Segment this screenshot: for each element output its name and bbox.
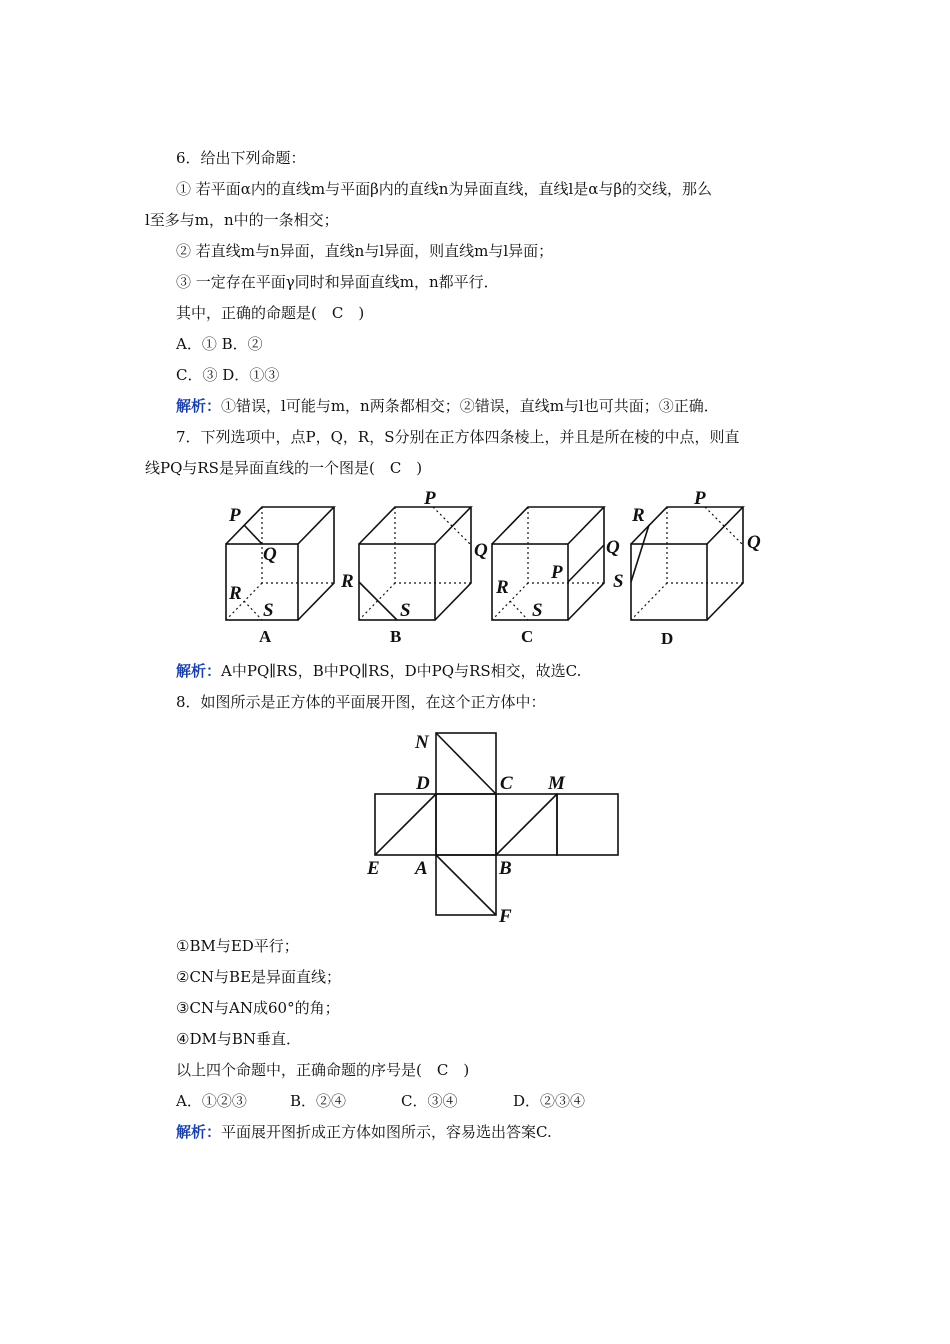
q8-option-d: D．②③④ (513, 1092, 586, 1110)
q8-statement-2: ②CN与BE是异面直线； (176, 968, 342, 986)
q8-statement-1: ①BM与ED平行； (176, 937, 299, 955)
caption-b: B (390, 627, 402, 646)
net-label-n: N (415, 732, 429, 753)
q6-proposition-1: ① 若平面α内的直线m与平面β内的直线n为异面直线，直线l是α与β的交线，那么 (176, 180, 713, 198)
label-p: P (424, 488, 436, 509)
label-q: Q (474, 540, 488, 561)
label-q: Q (263, 544, 277, 565)
q8-analysis-text: 平面展开图折成正方体如图所示，容易选出答案C. (221, 1123, 552, 1141)
label-q: Q (747, 532, 761, 553)
label-r: R (496, 577, 509, 598)
q7-stem-cont: 线PQ与RS是异面直线的一个图是( C ) (145, 459, 423, 477)
caption-c: C (521, 627, 534, 646)
q6-question: 其中，正确的命题是( C ) (176, 304, 365, 322)
cube-figure-b (340, 488, 488, 646)
q6-options-cd: C．③ D．①③ (176, 366, 280, 384)
cube-figure-d (613, 488, 761, 648)
label-p: P (551, 562, 563, 583)
q6-options-ab: A．① B．② (176, 335, 263, 353)
q8-option-b: B．②④ (290, 1092, 347, 1110)
q8-analysis (176, 1122, 552, 1142)
label-s: S (613, 571, 624, 592)
net-label-f: F (499, 906, 512, 927)
q8-statement-4: ④DM与BN垂直． (176, 1030, 301, 1048)
label-q: Q (606, 537, 620, 558)
q8-statement-3: ③CN与AN成60°的角； (176, 999, 340, 1017)
analysis-label: 解析： (176, 1123, 222, 1141)
analysis-label: 解析： (176, 397, 222, 415)
net-label-d: D (416, 773, 430, 794)
q8-option-c: C．③④ (401, 1092, 458, 1110)
label-r: R (632, 505, 645, 526)
cube-figure-a (226, 505, 334, 646)
q7-stem: 7．下列选项中，点P，Q，R，S分别在正方体四条棱上，并且是所在棱的中点，则直 (176, 428, 740, 446)
label-r: R (229, 583, 242, 604)
q8-option-a: A．①②③ (176, 1092, 247, 1110)
net-label-a: A (415, 858, 428, 879)
label-s: S (532, 600, 543, 621)
q6-proposition-3: ③ 一定存在平面γ同时和异面直线m，n都平行． (176, 273, 499, 291)
q7-analysis-text: A中PQ∥RS，B中PQ∥RS，D中PQ与RS相交，故选C. (221, 662, 582, 680)
net-label-e: E (367, 858, 380, 879)
q6-proposition-1-cont: l至多与m，n中的一条相交； (145, 211, 339, 229)
cube-figure-c (492, 507, 620, 646)
label-s: S (400, 600, 411, 621)
q6-stem: 6．给出下列命题： (176, 149, 306, 167)
net-label-m: M (548, 773, 565, 794)
label-r: R (341, 571, 354, 592)
q8-question: 以上四个命题中，正确命题的序号是( C ) (176, 1061, 470, 1079)
label-p: P (694, 488, 706, 509)
label-s: S (263, 600, 274, 621)
caption-a: A (259, 627, 272, 646)
caption-d: D (661, 629, 674, 648)
q8-stem: 8．如图所示是正方体的平面展开图，在这个正方体中： (176, 693, 546, 711)
q6-analysis-text: ①错误，l可能与m，n两条都相交；②错误，直线m与l也可共面；③正确． (221, 397, 719, 415)
q6-proposition-2: ② 若直线m与n异面，直线n与l异面，则直线m与l异面； (176, 242, 554, 260)
q7-analysis (176, 661, 581, 681)
cube-net-figure (366, 732, 618, 927)
analysis-label: 解析： (176, 662, 222, 680)
net-label-b: B (499, 858, 512, 879)
net-label-c: C (500, 773, 513, 794)
label-p: P (229, 505, 241, 526)
